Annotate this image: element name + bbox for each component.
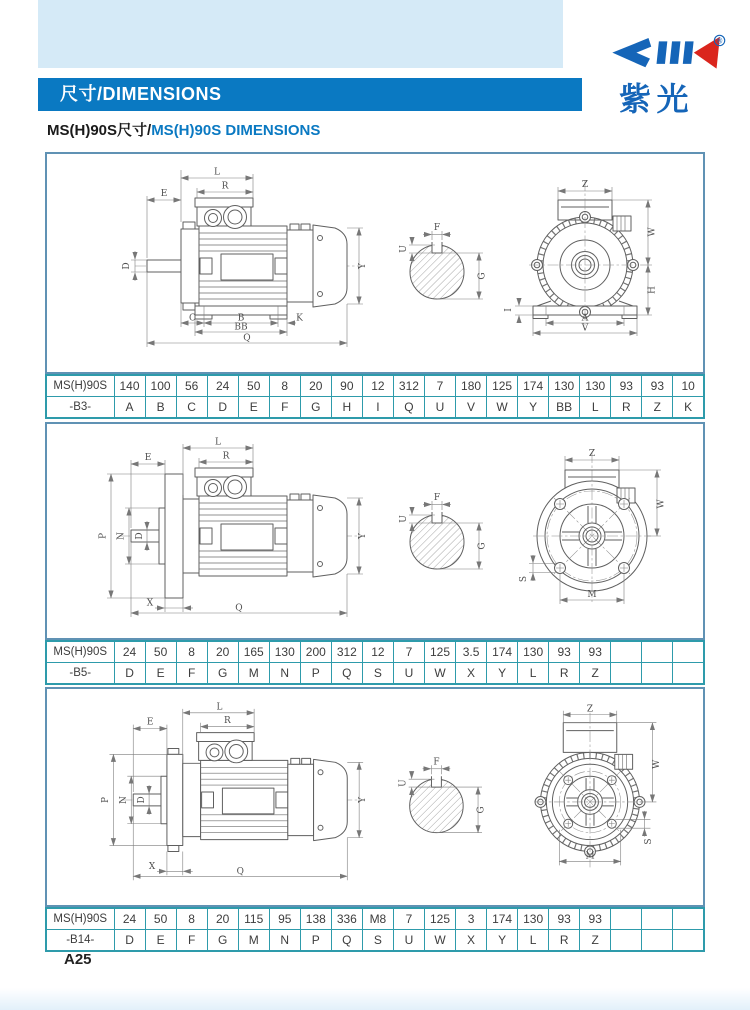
cell: S [362,930,393,952]
cell: X [456,663,487,685]
dim-label: W [656,499,667,509]
dim-label: B [237,313,245,324]
dim-label: C [189,313,196,324]
dimension-table-b3 [45,374,705,419]
cell: D [114,930,145,952]
cell: X [456,930,487,952]
dim-label: U [399,515,409,523]
dim-label: E [146,717,154,728]
cell: Y [487,930,518,952]
cell: 93 [580,908,611,930]
cell: Z [580,663,611,685]
cell: Z [580,930,611,952]
dim-label: Q [235,603,243,614]
dim-label: V [581,323,589,334]
cell: 125 [424,908,455,930]
cell: 165 [238,641,269,663]
cell [611,663,642,685]
b3-technical-drawing [47,154,703,372]
cell: 100 [145,375,176,397]
brand-name: 紫光 [619,79,695,118]
cell: H [331,397,362,419]
cell: 20 [300,375,331,397]
cell: W [487,397,518,419]
cell: C [176,397,207,419]
dim-label: R [224,716,231,727]
b3-side-view [122,168,368,348]
section-title-bar [38,78,582,111]
model-cell: MS(H)90S [46,641,114,663]
cell [673,663,704,685]
cell: 24 [114,908,145,930]
cell: 93 [642,375,673,397]
cell: D [207,397,238,419]
cell: D [114,663,145,685]
dim-row [46,930,704,952]
dim-label: E [144,453,152,463]
cell: 56 [176,375,207,397]
dim-label: F [433,493,441,503]
cell: 130 [269,641,300,663]
cell: A [114,397,145,419]
cell: 130 [549,375,580,397]
dim-label: D [135,532,145,540]
cell: R [549,663,580,685]
dim-label: D [122,262,132,270]
b5-shaft-key-section [399,493,488,569]
cell [673,641,704,663]
page-code: A25 [64,951,92,968]
cell: U [424,397,455,419]
cell: 180 [456,375,487,397]
cell: 8 [176,908,207,930]
dim-label: M [585,851,595,862]
cell: 20 [207,641,238,663]
dim-label: W [651,759,662,769]
dim-label: Z [586,704,594,715]
cell [673,930,704,952]
b5-drawing-panel [45,422,705,640]
cell: Z [642,397,673,419]
cell: U [393,663,424,685]
subtitle-cn: MS(H)90S尺寸/ [47,122,152,139]
cell [642,641,673,663]
cell: 12 [362,641,393,663]
dim-label: R [221,181,229,192]
cell: Q [393,397,424,419]
cell: 174 [487,641,518,663]
dim-label: X [146,598,154,609]
cell: P [300,930,331,952]
b14-side-view [101,702,368,880]
dim-row [46,397,704,419]
cell: 312 [393,375,424,397]
b14-technical-drawing [47,689,703,905]
cell: 174 [518,375,549,397]
cell: 200 [300,641,331,663]
cell: N [269,663,300,685]
cell: P [300,663,331,685]
dimension-table-b14 [45,907,705,952]
cell: E [145,930,176,952]
cell: L [518,930,549,952]
b5-technical-drawing [47,424,703,638]
brand-mark [623,37,720,69]
cell [611,908,642,930]
cell: W [424,930,455,952]
dim-label: G [477,272,488,280]
cell: 8 [176,641,207,663]
cell: 93 [549,908,580,930]
cell: 7 [393,641,424,663]
mount-cell: -B3- [46,397,114,419]
b14-face-end-view [535,704,662,867]
cell: M [238,930,269,952]
cell: BB [549,397,580,419]
cell: E [238,397,269,419]
dim-label: G [477,542,488,550]
cell: 174 [487,908,518,930]
cell: G [207,930,238,952]
cell [611,930,642,952]
cell: N [269,930,300,952]
cell: 93 [611,375,642,397]
mount-cell: -B14- [46,930,114,952]
cell: L [518,663,549,685]
dim-label: E [160,189,168,199]
dim-label: G [476,806,487,814]
cell: K [673,397,704,419]
b14-drawing-panel [45,687,705,907]
cell: 130 [580,375,611,397]
cell: 50 [238,375,269,397]
dim-label: F [433,223,441,233]
dim-label: Q [236,866,244,877]
cell: Y [518,397,549,419]
cell: G [300,397,331,419]
cell: 140 [114,375,145,397]
cell: 24 [114,641,145,663]
cell: 3.5 [456,641,487,663]
cell: E [145,663,176,685]
cell: 336 [331,908,362,930]
cell: R [549,930,580,952]
cell: 312 [331,641,362,663]
dim-label: L [216,702,223,713]
dim-label: Q [243,333,251,344]
cell: 50 [145,908,176,930]
model-cell: MS(H)90S [46,375,114,397]
cell: U [393,930,424,952]
dim-label: Y [358,263,368,269]
cell: M [238,663,269,685]
dim-label: N [116,532,127,540]
cell [611,641,642,663]
cell: 130 [518,908,549,930]
b3-end-view [504,180,658,336]
registered-symbol: ® [715,36,724,46]
cell: F [269,397,300,419]
cell: 138 [300,908,331,930]
dim-label: P [100,796,111,803]
cell: W [424,663,455,685]
cell: 20 [207,908,238,930]
cell: 93 [549,641,580,663]
dim-label: Z [581,180,589,190]
cell: 90 [331,375,362,397]
dim-label: U [398,779,409,787]
dim-label: S [519,575,529,583]
cell: G [207,663,238,685]
cell [673,908,704,930]
dim-label: Z [588,449,596,459]
cell: 3 [456,908,487,930]
cell: 93 [580,641,611,663]
dim-label: Y [358,797,369,803]
cell: V [456,397,487,419]
b5-side-view [99,438,369,618]
dim-label: X [148,861,156,872]
section-title: 尺寸/DIMENSIONS [60,84,222,104]
cell: 50 [145,641,176,663]
cell: M8 [362,908,393,930]
cell: Y [487,663,518,685]
b14-shaft-key-section [399,757,487,832]
cell: 125 [424,641,455,663]
bottom-fade [0,988,750,1010]
dimension-table-b5 [45,640,705,685]
dim-label: L [214,167,220,178]
cell: Q [331,930,362,952]
cell: I [362,397,393,419]
b3-shaft-key-section [399,223,488,299]
cell: 8 [269,375,300,397]
dim-label: N [118,796,129,804]
cell: 24 [207,375,238,397]
dim-label: A [581,313,589,324]
cell: F [176,930,207,952]
value-row [46,908,704,930]
dim-label: F [433,757,440,768]
cell [642,908,673,930]
model-cell: MS(H)90S [46,908,114,930]
cell: R [611,397,642,419]
value-row [46,641,704,663]
value-row [46,375,704,397]
dim-label: W [647,227,658,237]
brand-logo [606,30,728,126]
cell: 10 [673,375,704,397]
dim-label: BB [234,322,248,333]
cell: F [176,663,207,685]
cell [642,663,673,685]
cell: 12 [362,375,393,397]
cell: Q [331,663,362,685]
dim-label: H [647,286,658,294]
mount-cell: -B5- [46,663,114,685]
dim-label: I [504,308,514,312]
page-subtitle [47,119,320,140]
dim-label: M [587,590,597,600]
dim-label: K [296,313,303,324]
cell [642,930,673,952]
dim-label: R [222,451,230,462]
dim-label: D [137,796,148,804]
b3-drawing-panel [45,152,705,374]
dim-label: U [399,245,409,253]
dim-label: Y [358,533,368,539]
subtitle-en: MS(H)90S DIMENSIONS [151,122,321,139]
cell: 95 [269,908,300,930]
b5-flange-end-view [519,449,667,604]
dim-label: L [215,437,221,448]
cell: 7 [424,375,455,397]
cell: 125 [487,375,518,397]
cell: S [362,663,393,685]
cell: 115 [238,908,269,930]
cell: 7 [393,908,424,930]
header-light-band [38,0,563,68]
dim-label: S [643,838,654,845]
cell: 130 [518,641,549,663]
dim-label: P [98,532,109,540]
cell: L [580,397,611,419]
dim-row [46,663,704,685]
cell: B [145,397,176,419]
